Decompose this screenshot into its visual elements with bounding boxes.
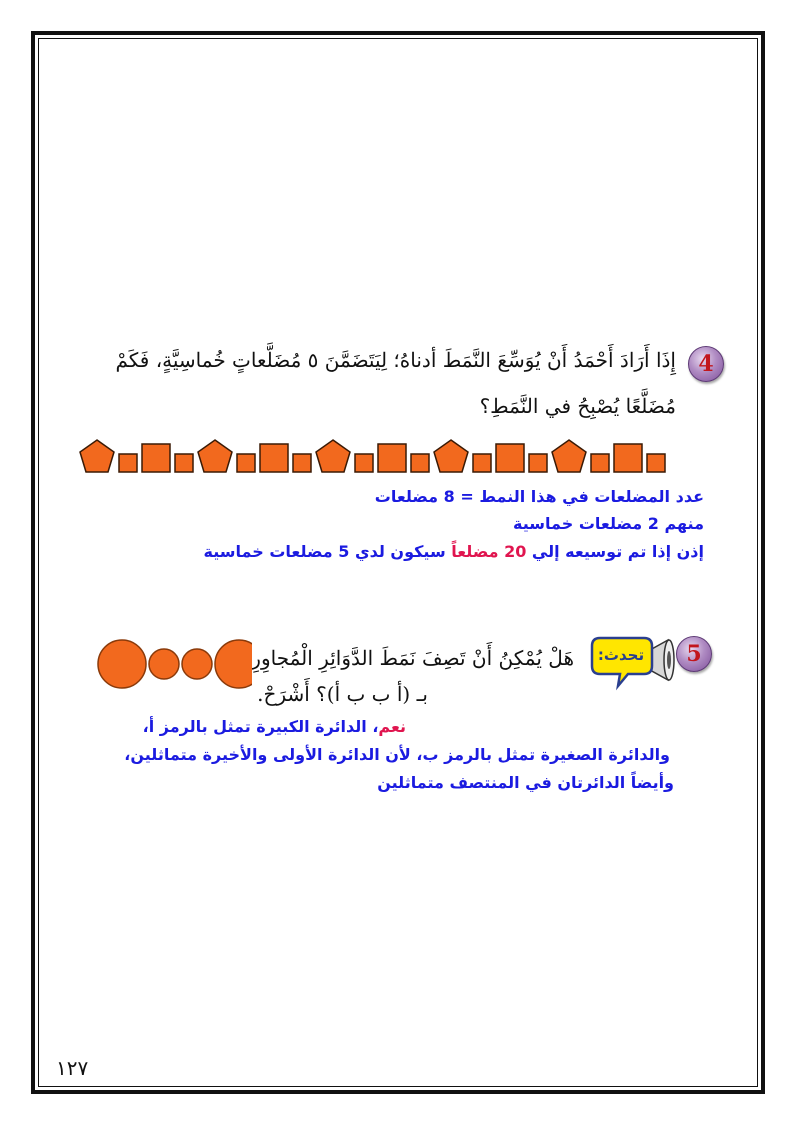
pentagon-shape: [80, 440, 114, 472]
big-circle-shape: [98, 640, 146, 688]
question-4-answer-line-2: منهم 2 مضلعات خماسية: [513, 514, 704, 533]
small-square-shape: [473, 454, 491, 472]
small-circle-shape: [182, 649, 212, 679]
answer-4-line-3-a: إذن إذا تم توسيعه إلي: [526, 542, 704, 561]
answer-4-line-1-a: عدد المضلعات في هذا النمط =: [454, 487, 704, 506]
large-square-shape: [260, 444, 288, 472]
circle-pattern: [96, 632, 252, 696]
answer-4-line-1-b: مضلعات: [374, 487, 444, 506]
pentagon-shape: [552, 440, 586, 472]
question-4-line-1: إِذَا أَرَادَ أَحْمَدُ أَنْ يُوَسِّعَ النَّمَطَ أدناهُ؛ لِيَتَضَمَّنَ ٥ مُضَلَّعاتٍ خُماسِيَّةٍ، فَكَمْ: [115, 348, 676, 372]
small-square-shape: [647, 454, 665, 472]
small-square-shape: [119, 454, 137, 472]
large-square-shape: [378, 444, 406, 472]
pentagon-shape: [434, 440, 468, 472]
question-5-answer-line-3: وأيضاً الدائرتان في المنتصف متماثلين: [377, 773, 674, 792]
question-4-answer-line-1: [375, 487, 704, 506]
question-5-line-1: هَلْ يُمْكِنُ أَنْ تَصِفَ نَمَطَ الدَّوَائِرِ الْمُجاوِرِ: [251, 646, 574, 670]
answer-4-line-3-b: سيكون لدي 5 مضلعات خماسية: [203, 542, 452, 561]
answer-4-line-3-highlight: 20 مضلعاً: [451, 542, 527, 561]
question-5-line-2: بـ (أ ب ب أ)؟ أَشْرَحْ.: [257, 682, 428, 706]
small-square-shape: [293, 454, 311, 472]
question-5-number: 5: [686, 641, 702, 667]
small-square-shape: [237, 454, 255, 472]
small-square-shape: [411, 454, 429, 472]
page-number: ١٢٧: [56, 1056, 89, 1080]
small-square-shape: [529, 454, 547, 472]
talk-label: تحدث:: [597, 646, 645, 664]
pentagon-shape: [316, 440, 350, 472]
large-square-shape: [496, 444, 524, 472]
question-5-answer-line-1: [143, 717, 406, 736]
page-border-inner: [38, 38, 758, 1087]
small-square-shape: [175, 454, 193, 472]
question-4-badge: [688, 346, 724, 382]
large-square-shape: [614, 444, 642, 472]
answer-4-line-1-number: 8: [443, 487, 455, 506]
question-4-number: 4: [698, 351, 714, 377]
small-square-shape: [355, 454, 373, 472]
small-circle-shape: [149, 649, 179, 679]
answer-5-line-1-b: ، الدائرة الكبيرة تمثل بالرمز أ،: [142, 717, 379, 736]
small-square-shape: [591, 454, 609, 472]
question-4-answer-line-3: [204, 542, 704, 561]
big-circle-shape: [215, 640, 252, 688]
question-5-answer-line-2: والدائرة الصغيرة تمثل بالرمز ب، لأن الدائرة الأولى والأخيرة متماثلين،: [124, 745, 670, 764]
pentagon-shape: [198, 440, 232, 472]
large-square-shape: [142, 444, 170, 472]
question-4-line-2: مُضَلَّعًا يُصْبِحُ في النَّمَطِ؟: [479, 394, 676, 418]
polygon-pattern: [78, 436, 718, 476]
answer-5-yes: نعم: [378, 717, 406, 736]
